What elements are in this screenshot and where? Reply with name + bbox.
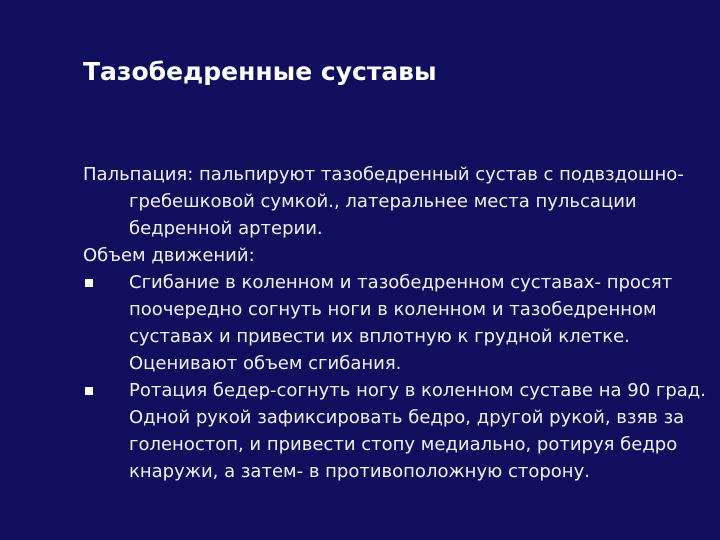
bullet-text-flexion: Сгибание в коленном и тазобедренном суставах- просят поочередно согнуть ноги в коленном и тазобедренном суставах и привести их вплотную к грудной клетке. Оценивают объем сгибания. [129, 272, 673, 374]
bullet-text-rotation: Ротация бедер-согнуть ногу в коленном суставе на 90 град. Одной рукой зафиксировать бедро, другой рукой, взяв за голеностоп, и привести стопу медиально, ротируя бедро кнаружи, а затем- в противоположную сторону. [129, 380, 706, 482]
slide-body [83, 161, 711, 485]
range-of-motion-heading: Объем движений: [83, 245, 255, 266]
palpation-paragraph: Пальпация: пальпируют тазобедренный сустав с подвздошно-гребешковой сумкой., латеральнее места пульсации бедренной артерии. [83, 164, 684, 239]
slide-title: Тазобедренные суставы [83, 57, 437, 86]
square-bullet-icon [85, 279, 93, 287]
square-bullet-icon [85, 387, 93, 395]
bullet-item-rotation [83, 377, 711, 485]
bullet-item-flexion [83, 269, 711, 377]
